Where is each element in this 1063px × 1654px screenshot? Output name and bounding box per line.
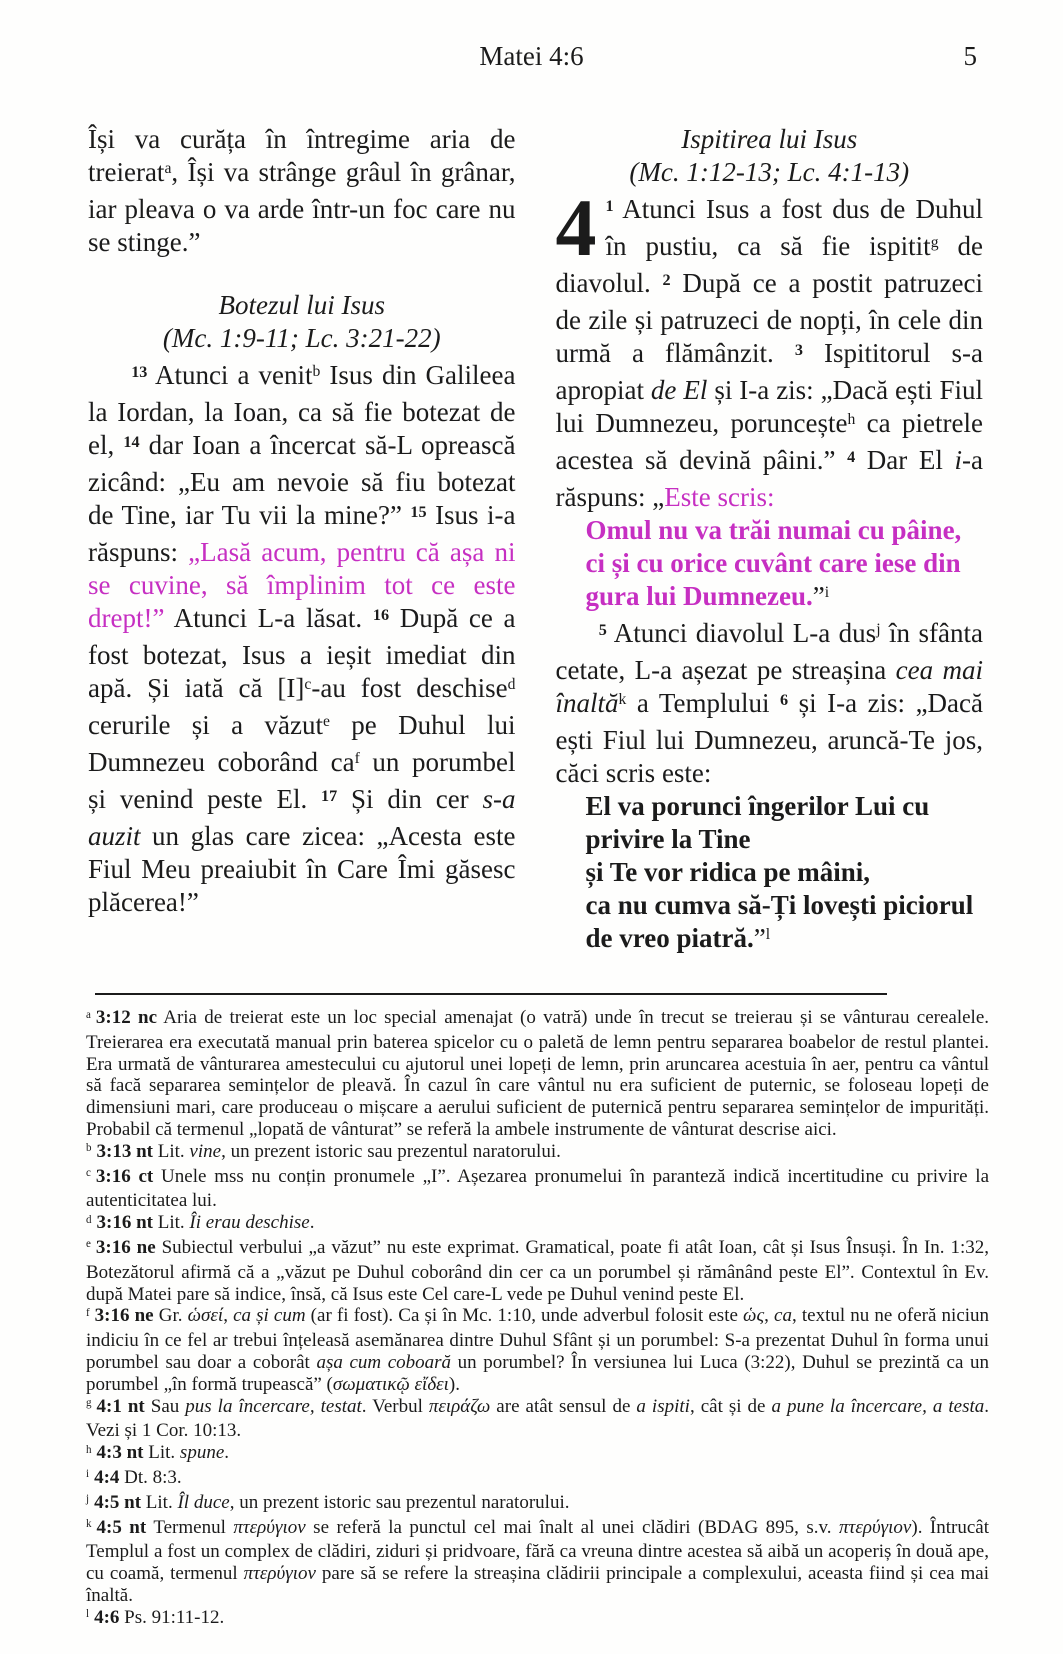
footnote-letter: i bbox=[86, 1468, 90, 1481]
paragraph-verses-1-4 bbox=[555, 182, 984, 514]
footnote-letter: k bbox=[86, 1518, 92, 1531]
poetry-line: și Te vor ridica pe mâini, bbox=[585, 857, 871, 887]
section-title-ispitirea: Ispitirea lui Isus bbox=[681, 124, 858, 154]
footnote-d: $^d$ 3:16 nt Lit. Îi erau deschise. bbox=[86, 1212, 315, 1234]
running-title: Matei 4:6 bbox=[479, 41, 584, 71]
footnote-letter: l bbox=[86, 1608, 90, 1621]
section-refs-botezul: (Mc. 1:9-11; Lc. 3:21-22) bbox=[162, 323, 441, 353]
footnote-separator-rule bbox=[95, 993, 887, 995]
footnote-g: $^g$ 4:1 nt Sau pus la încercare, testat. Verbul πειράζω are atât sensul de a ispiti, cât și de a pune la încercare, a testa. Vezi și 1 Cor. 10:13. bbox=[86, 1395, 990, 1442]
chapter-number-dropcap: 4 bbox=[555, 182, 597, 273]
footnote-letter: e bbox=[86, 1238, 91, 1251]
footnote-f: $^f$ 3:16 ne Gr. ὡσεί, ca și cum (ar fi fost). Ca și în Mc. 1:10, unde adverbul folosit este ὡς, ca, textul nu ne oferă niciun indiciu în ce fel ar trebui înțeleasă asemănarea dintre Duhul Sfânt și un porumbel: S-a prezentat Duhul în forma unui porumbel sau doar a coborât așa cum coboară un porumbel? În versiunea lui Luca (3:22), Duhul se prezintă ca un porumbel „în formă trupească” (σωματικῷ εἴδει). bbox=[86, 1305, 990, 1395]
footnote-j: $^j$ 4:5 nt Lit. Îl duce, un prezent istoric sau prezentul naratorului. bbox=[86, 1491, 570, 1513]
footnote-a: $^a$ 3:12 nc Aria de treierat este un loc special amenajat (o vatră) unde în trecut se treierau și se vânturau cerealele. Treierarea era executată manual prin baterea spicelor cu o paletă de lemn pentru separarea boabelor de restul plantei. Era urmată de vânturarea amestecului cu ajutorul unei lopeți de lemn, prin aruncarea acestuia în aer, pentru ca vântul să facă separarea semințelor de pleavă. În cazul în care vântul nu era suficient de puternic, se foloseau lopeți de dimensiuni mari, care produceau o mișcare a aerului suficient de puternică pentru separarea semințelor de impurități. Probabil că termenul „lopată de vânturat” se referă la ambele instrumente de vânturat descrise aici. bbox=[86, 1007, 989, 1140]
right-column bbox=[556, 123, 984, 959]
paragraph-continuation: Își va curăța în întregime aria de treierat$^a$, Își va strânge grâul în grânar, iar pleava o va arde într-un foc care nu se stinge.” bbox=[88, 124, 516, 257]
page-header bbox=[0, 0, 1063, 73]
text-columns bbox=[0, 73, 1063, 959]
footnote-i: $^i$ 4:4 Dt. 8:3. bbox=[86, 1466, 182, 1488]
poetry-line: ci și cu orice cuvânt care iese din gura lui Dumnezeu.”$^i$ bbox=[585, 548, 961, 611]
footnote-letter: a bbox=[86, 1008, 91, 1021]
scripture-quote-psalm bbox=[556, 790, 984, 959]
section-refs-ispitirea: (Mc. 1:12-13; Lc. 4:1-13) bbox=[629, 157, 910, 187]
section-title-botezul: Botezul lui Isus bbox=[218, 290, 385, 320]
footnote-letter: b bbox=[86, 1142, 92, 1155]
footnote-k: $^k$ 4:5 nt Termenul πτερύγιον se referă la punctul cel mai înalt al unei clădiri (BDAG 895, s.v. πτερύγιον). Întrucât Templul a fost un complex de clădiri, ziduri și pridvoare, fără ca vreuna dintre acestea să aibă un acoperiș în două ape, cu coamă, termenul πτερύγιον pare să se refere la streașina clădirii principale a complexului, aceasta fiind și cea mai înaltă. bbox=[86, 1516, 989, 1606]
footnote-letter: g bbox=[86, 1397, 92, 1410]
footnote-l: $^l$ 4:6 Ps. 91:11-12. bbox=[86, 1606, 225, 1628]
scripture-quote-deuteronomy bbox=[556, 514, 984, 617]
footnote-letter: h bbox=[86, 1443, 92, 1456]
footnote-h: $^h$ 4:3 nt Lit. spune. bbox=[86, 1442, 229, 1464]
footnote-c: $^c$ 3:16 ct Unele mss nu conțin pronumele „I”. Așezarea pronumelui în paranteză indică incertitudine cu privire la autenticitatea lui. bbox=[86, 1165, 989, 1212]
footnote-letter: c bbox=[86, 1167, 91, 1180]
footnotes-section bbox=[0, 1007, 1063, 1632]
footnote-e: $^e$ 3:16 ne Subiectul verbului „a văzut” nu este exprimat. Gramatical, poate fi atât Ioan, cât și Isus Însuși. În In. 1:32, Botezătorul afirmă că a „văzut pe Duhul coborând din cer ca un porumbel și rămânând peste El”. Contextul în Ev. după Matei pare să indice, însă, că Isus este Cel care-L vede pe Duhul venind peste El. bbox=[86, 1236, 989, 1305]
footnote-letter: d bbox=[86, 1213, 92, 1226]
poetry-line: Omul nu va trăi numai cu pâine, bbox=[585, 515, 962, 545]
paragraph-verses-13-17: $^{13}$ Atunci a venit$^b$ Isus din Galileea la Iordan, la Ioan, ca să fie botezat de el, $^{14}$ dar Ioan a încercat să-L oprească zicând: „Eu am nevoie să fiu botezat de Tine, iar Tu vii la mine?” $^{15}$ Isus i-a răspuns: „Lasă acum, pentru că așa ni se cuvine, să împlinim tot ce este drept!” Atunci L-a lăsat. $^{16}$ După ce a fost botezat, Isus a ieșit imediat din apă. Și iată că $[I]^c-au$ fost deschise$^d$ cerurile și a văzut$^e$ pe Duhul lui Dumnezeu coborând $ca^f$ un porumbel și venind peste El. $^{17}$ Și din cer s-a auzit un glas care zicea: „Acesta este Fiul Meu preaiubit în Care Îmi găsesc plăcerea!” bbox=[88, 360, 516, 917]
poetry-line: El va porunci îngerilor Lui cu privire la Tine bbox=[585, 791, 930, 854]
left-column bbox=[88, 123, 516, 959]
verse-text-1-4: $^1$ Atunci Isus a fost dus de Duhul în pustiu, ca să fie ispitit$^g$ de diavolul. $^2$ După ce a postit patruzeci de zile și patruzeci de nopți, în cele din urmă a flămânzit. $^3$ Ispititorul s-a apropiat de El și I-a zis: „Dacă ești Fiul lui Dumnezeu, poruncește$^h$ ca pietrele acestea să devină pâini.” $^4$ Dar El i-a răspuns: „Este scris: bbox=[555, 194, 984, 512]
poetry-line: ca nu cumva să-Ți lovești piciorul de vreo piatră.”$^l$ bbox=[585, 890, 974, 953]
footnote-letter: j bbox=[86, 1493, 90, 1506]
page-number: 5 bbox=[963, 41, 977, 71]
footnote-letter: f bbox=[86, 1306, 90, 1319]
footnote-b: $^b$ 3:13 nt Lit. vine, un prezent istoric sau prezentul naratorului. bbox=[86, 1140, 561, 1162]
paragraph-verses-5-6: $^5$ Atunci diavolul L-a dus$^j$ în sfânta cetate, L-a așezat pe streașina cea mai înaltă$^k$ a Templului $^6$ și I-a zis: „Dacă ești Fiul lui Dumnezeu, aruncă-Te jos, căci scris este: bbox=[555, 618, 984, 788]
